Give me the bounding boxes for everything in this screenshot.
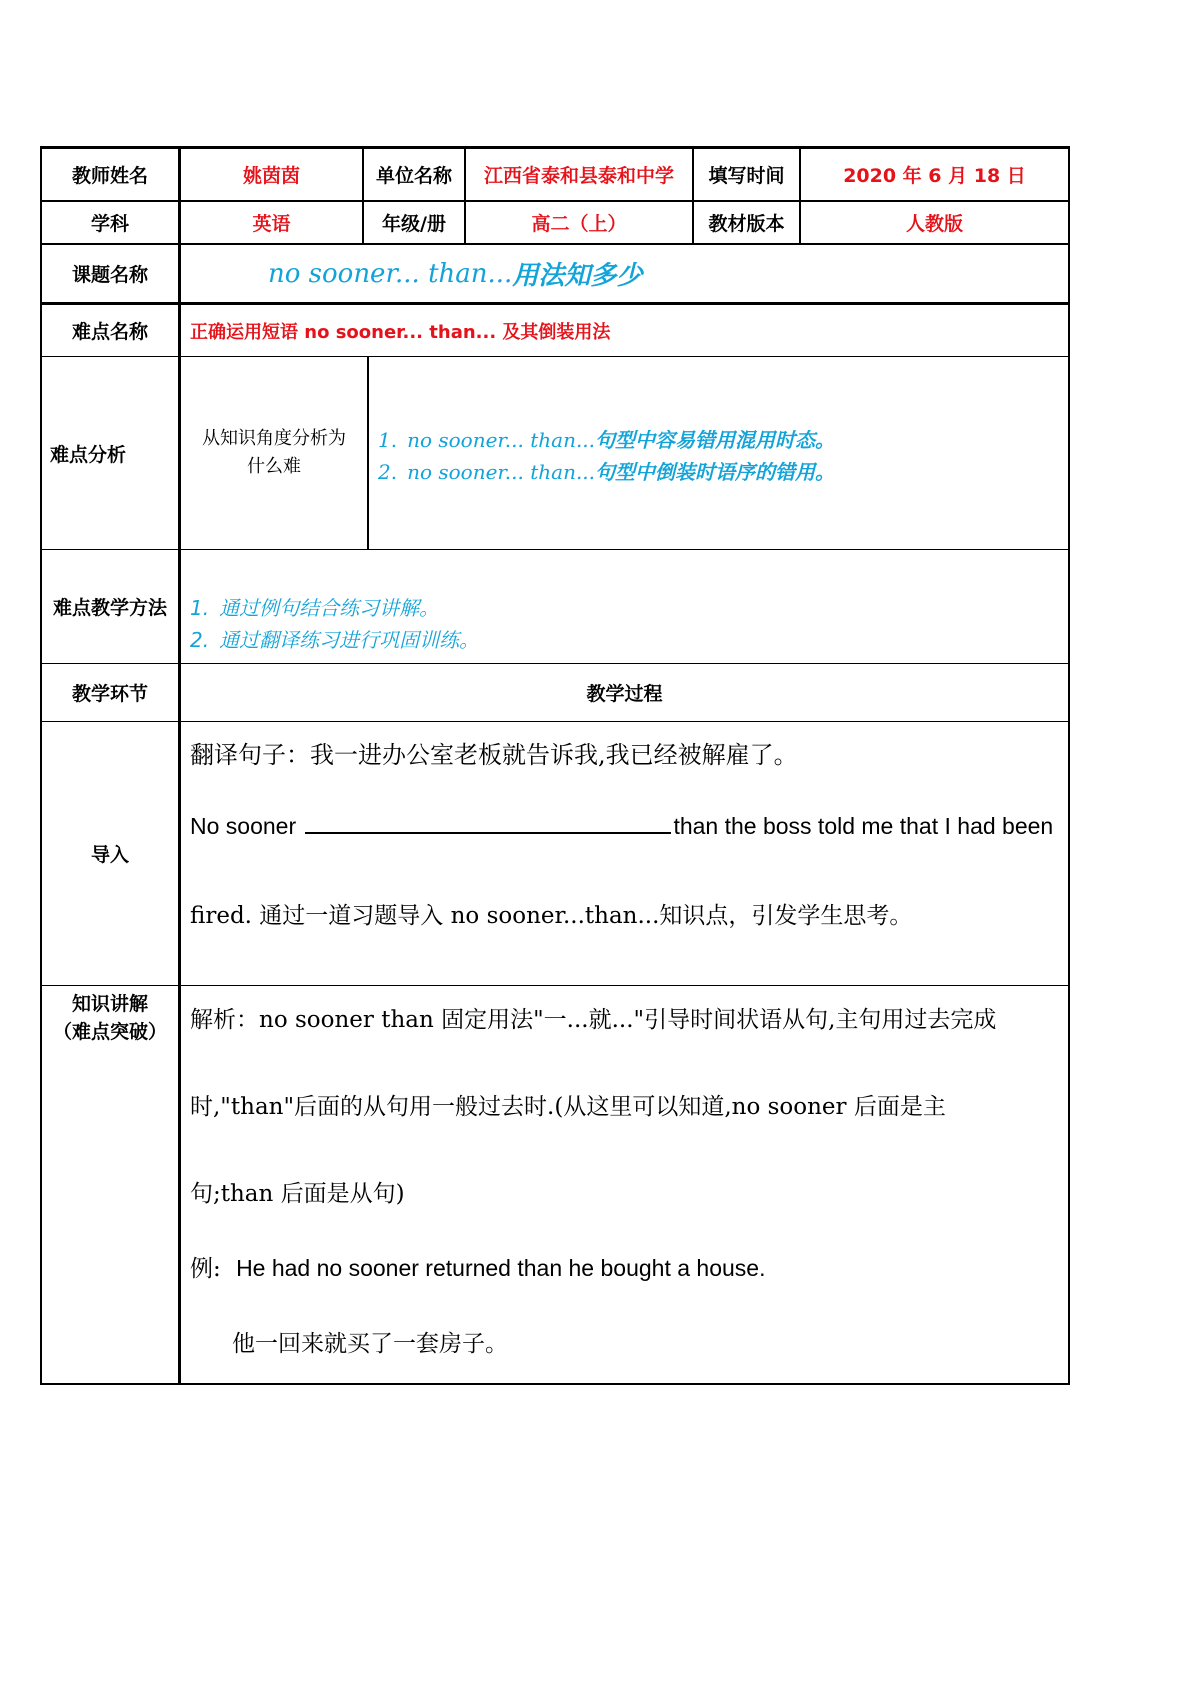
analysis-item-en: no sooner... than... [407, 460, 596, 484]
answer-blank [305, 810, 671, 834]
table-line [178, 146, 181, 1385]
analysis-list [378, 424, 835, 488]
teacher-name-value: 姚茵茵 [242, 165, 300, 187]
analysis-sublabel-line2: 什么难 [247, 456, 301, 477]
explain-line1: 解析：no sooner than 固定用法"一...就..."引导时间状语从句,主句用过去完成 [190, 1007, 997, 1033]
topic-value-cn: 用法知多少 [512, 261, 643, 291]
topic-value [268, 245, 1058, 302]
fill-date-value: 2020 年 6 月 18 日 [843, 165, 1026, 187]
analysis-item-cn: 句型中容易错用混用时态。 [595, 428, 836, 452]
intro-line2 [190, 810, 1053, 840]
process-stage-label: 教学环节 [71, 683, 148, 705]
method-item-text: 通过翻译练习进行巩固训练。 [219, 628, 480, 652]
method-list [190, 592, 479, 656]
table-line [1068, 146, 1070, 1385]
analysis-item [378, 456, 835, 488]
method-item-num: 1. [190, 596, 210, 620]
textbook-value: 人教版 [905, 213, 963, 235]
example-en: He had no sooner returned than he bought a house. [236, 1255, 766, 1281]
example-cn: 他一回来就买了一套房子。 [232, 1331, 508, 1357]
analysis-item [378, 424, 835, 456]
fill-date-label: 填写时间 [708, 165, 785, 187]
difficulty-label: 难点名称 [71, 321, 148, 343]
grade-value: 高二（上） [531, 213, 627, 235]
method-label: 难点教学方法 [52, 597, 167, 619]
analysis-item-cn: 句型中倒装时语序的错用。 [595, 460, 836, 484]
intro-line3: fired. 通过一道习题导入 no sooner...than...知识点，引发学生思考。 [190, 903, 913, 929]
analysis-sublabel-line1: 从知识角度分析为 [202, 428, 346, 449]
intro-line1: 翻译句子：我一进办公室老板就告诉我,我已经被解雇了。 [190, 741, 798, 769]
process-label: 教学过程 [586, 683, 663, 705]
example-line [190, 1250, 765, 1283]
grade-label: 年级/册 [382, 213, 446, 235]
explain-label [42, 990, 178, 1046]
table-line [40, 985, 1070, 986]
subject-label: 学科 [90, 213, 129, 235]
explain-line2: 时,"than"后面的从句用一般过去时.(从这里可以知道,no sooner 后面是主 [190, 1094, 946, 1120]
intro-line2-after: than the boss told me that I had been [673, 813, 1054, 839]
method-item [190, 592, 479, 624]
table-line [40, 1383, 1070, 1385]
table-line [40, 549, 1070, 550]
intro-label: 导入 [90, 844, 129, 866]
analysis-sublabel [181, 357, 367, 549]
explain-label-line1: 知识讲解 [71, 993, 148, 1015]
analysis-label: 难点分析 [50, 443, 127, 466]
table-line [367, 356, 369, 550]
unit-name-value: 江西省泰和县泰和中学 [483, 165, 674, 187]
table-line [40, 721, 1070, 722]
difficulty-value: 正确运用短语 no sooner... than... 及其倒装用法 [190, 321, 611, 343]
method-item-text: 通过例句结合练习讲解。 [219, 596, 440, 620]
method-item-num: 2. [190, 628, 210, 652]
analysis-item-num: 1. [378, 428, 398, 452]
teacher-name-label: 教师姓名 [71, 165, 148, 187]
intro-line2-before: No sooner [190, 813, 297, 839]
unit-name-label: 单位名称 [375, 165, 452, 187]
explain-label-line2: （难点突破） [52, 1021, 167, 1043]
topic-value-en: no sooner... than... [268, 258, 513, 289]
analysis-item-num: 2. [378, 460, 398, 484]
method-item [190, 624, 479, 656]
example-label: 例: [190, 1256, 221, 1282]
topic-label: 课题名称 [71, 264, 148, 286]
subject-value: 英语 [252, 213, 291, 235]
textbook-label: 教材版本 [708, 213, 785, 235]
explain-line3: 句;than 后面是从句) [190, 1181, 405, 1207]
analysis-item-en: no sooner... than... [407, 428, 596, 452]
